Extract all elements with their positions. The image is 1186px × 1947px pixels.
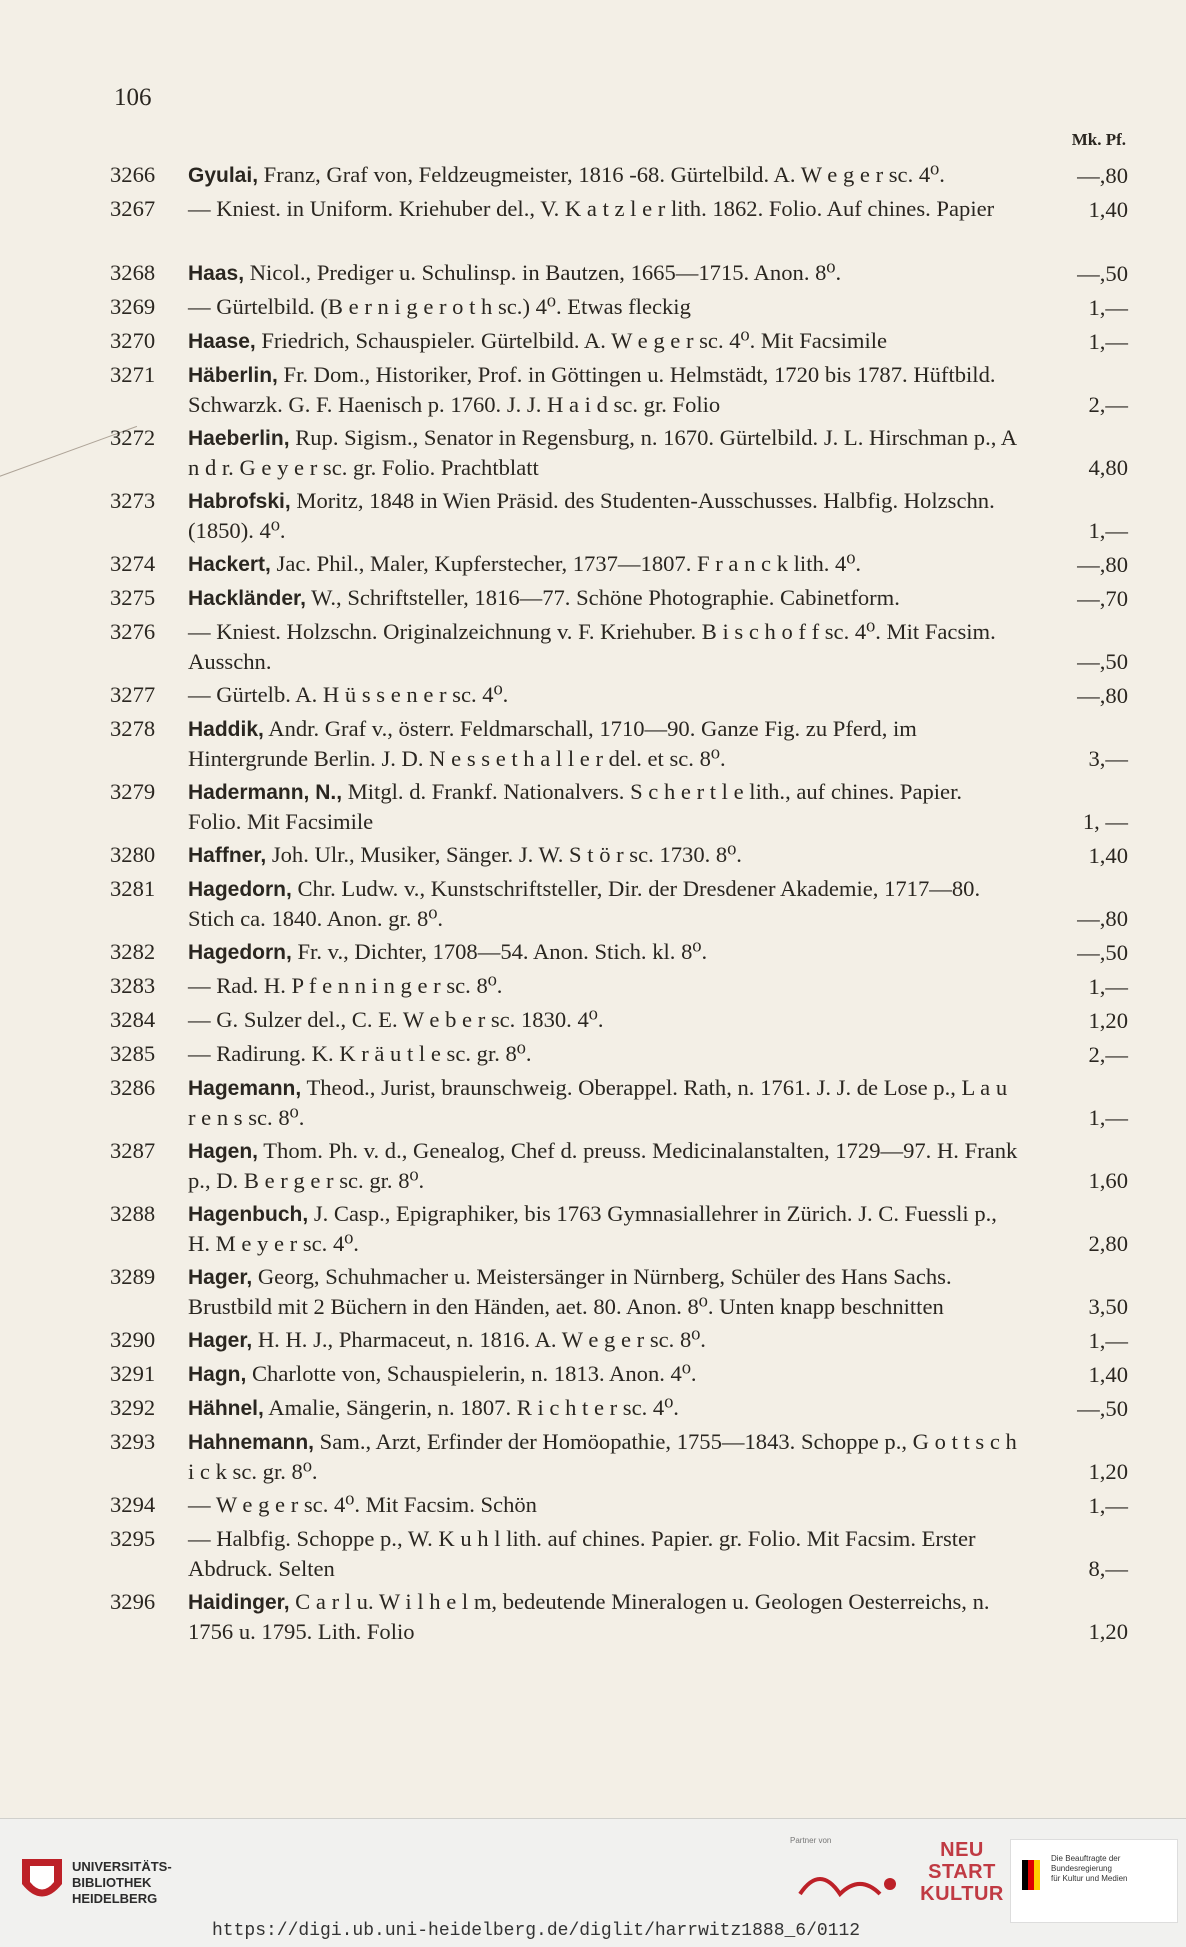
catalog-entry [110, 549, 1128, 579]
entry-number: 3282 [110, 939, 156, 964]
entry-text: — Gürtelbild. (B e r n i g e r o t h sc.) 4⁰. Etwas fleckig [188, 294, 691, 319]
entry-description [188, 1427, 1018, 1486]
entry-price: —,80 [1077, 906, 1128, 931]
source-url: https://digi.ub.uni-heidelberg.de/diglit/harrwitz1888_6/0112 [212, 1921, 861, 1941]
entry-name: Haddik, [188, 718, 264, 741]
entry-price: 8,— [1088, 1556, 1128, 1581]
entry-text: — Kniest. Holzschn. Originalzeichnung v. F. Kriehuber. B i s c h o f f sc. 4⁰. Mit Facsim. Ausschn. [188, 619, 996, 674]
catalog-entry [110, 486, 1128, 545]
entry-number: 3285 [110, 1041, 156, 1066]
entry-text: H. H. J., Pharmaceut, n. 1816. A. W e g e r sc. 8⁰. [252, 1327, 706, 1352]
catalog-entry [110, 1199, 1128, 1258]
entry-text: Nicol., Prediger u. Schulinsp. in Bautzen, 1665—1715. Anon. 8⁰. [244, 260, 842, 285]
entry-number: 3267 [110, 196, 156, 221]
entry-text: Franz, Graf von, Feldzeugmeister, 1816 -68. Gürtelbild. A. W e g e r sc. 4⁰. [258, 162, 945, 187]
entry-description [188, 1524, 1018, 1583]
entry-price: 2,— [1088, 392, 1128, 417]
entry-text: — W e g e r sc. 4⁰. Mit Facsim. Schön [188, 1492, 537, 1517]
entry-number: 3268 [110, 260, 156, 285]
entry-number: 3272 [110, 425, 156, 450]
catalog-entry [110, 1524, 1128, 1583]
entry-number: 3273 [110, 488, 156, 513]
entry-price: 1, — [1082, 809, 1128, 834]
entry-description [188, 583, 1018, 613]
entry-price: 1,40 [1088, 843, 1128, 868]
catalog-entry [110, 1427, 1128, 1486]
catalog-entry [110, 326, 1128, 356]
catalog-entry [110, 360, 1128, 419]
entry-number: 3275 [110, 585, 156, 610]
entry-name: Hager, [188, 1266, 253, 1289]
entry-number: 3276 [110, 619, 156, 644]
catalog-entry [110, 1262, 1128, 1321]
catalog-entry [110, 1393, 1128, 1423]
entry-description [188, 777, 1018, 836]
entry-text: Rup. Sigism., Senator in Regensburg, n. 1670. Gürtelbild. J. L. Hirschman p., A n d r. G e y e r sc. gr. Folio. Prachtblatt [188, 425, 1016, 480]
entry-number: 3286 [110, 1075, 156, 1100]
catalog-entry [110, 840, 1128, 870]
entry-name: Haeberlin, [188, 427, 290, 450]
neustart-kultur-logo: NEU START KULTUR [920, 1839, 1004, 1905]
partner-logo-icon [790, 1854, 910, 1924]
entry-text: Jac. Phil., Maler, Kupferstecher, 1737—1807. F r a n c k lith. 4⁰. [270, 551, 862, 576]
entry-text: Andr. Graf v., österr. Feldmarschall, 1710—90. Ganze Fig. zu Pferd, im Hintergrunde Berlin. J. D. N e s s e t h a l l e r del. et sc. 8⁰. [188, 716, 917, 771]
entry-name: Haas, [188, 262, 245, 285]
entry-price: 1,— [1088, 1493, 1128, 1518]
entry-text: — Rad. H. P f e n n i n g e r sc. 8⁰. [188, 973, 503, 998]
entry-price: —,80 [1077, 163, 1128, 188]
entry-description [188, 423, 1018, 482]
entry-text: Amalie, Sängerin, n. 1807. R i c h t e r sc. 4⁰. [263, 1395, 679, 1420]
federal-eagle-icon [1017, 1850, 1047, 1910]
entry-text: — Radirung. K. K r ä u t l e sc. gr. 8⁰. [188, 1041, 532, 1066]
entry-price: 1,— [1088, 1105, 1128, 1130]
entry-description [188, 326, 1018, 356]
entry-name: Hadermann, N., [188, 781, 343, 804]
entry-text: Friedrich, Schauspieler. Gürtelbild. A. W e g e r sc. 4⁰. Mit Facsimile [255, 328, 888, 353]
entry-price: —,70 [1077, 586, 1128, 611]
entry-text: Georg, Schuhmacher u. Meistersänger in Nürnberg, Schüler des Hans Sachs. Brustbild mit 2 Büchern in den Händen, aet. 80. Anon. 8⁰. Unten knapp beschnitten [188, 1264, 952, 1319]
entry-description [188, 1039, 1018, 1069]
entry-number: 3270 [110, 328, 156, 353]
entry-text: Theod., Jurist, braunschweig. Oberappel. Rath, n. 1761. J. J. de Lose p., L a u r e n s sc. 8⁰. [188, 1075, 1008, 1130]
entry-name: Hager, [188, 1329, 253, 1352]
entry-name: Hahnemann, [188, 1431, 315, 1454]
entry-description [188, 971, 1018, 1001]
entry-price: 3,50 [1088, 1294, 1128, 1319]
entry-number: 3288 [110, 1201, 156, 1226]
catalog-entry [110, 680, 1128, 710]
entry-price: —,50 [1077, 649, 1128, 674]
entry-price: 1,— [1088, 518, 1128, 543]
catalog-entry [110, 1490, 1128, 1520]
entry-number: 3274 [110, 551, 156, 576]
entry-price: 1,— [1088, 1328, 1128, 1353]
entry-name: Haidinger, [188, 1591, 290, 1614]
entry-name: Haase, [188, 330, 256, 353]
entry-price: 1,— [1088, 295, 1128, 320]
entry-number: 3287 [110, 1138, 156, 1163]
catalog-entry [110, 937, 1128, 967]
entry-name: Hagemann, [188, 1077, 302, 1100]
entry-description [188, 194, 1018, 224]
page-number: 106 [114, 84, 152, 111]
entry-number: 3279 [110, 779, 156, 804]
catalog-entry [110, 292, 1128, 322]
catalog-entry [110, 617, 1128, 676]
entry-text: Sam., Arzt, Erfinder der Homöopathie, 1755—1843. Schoppe p., G o t t s c h i c k sc. gr. 8⁰. [188, 1429, 1017, 1484]
entry-text: C a r l u. W i l h e l m, bedeutende Mineralogen u. Geologen Oesterreichs, n. 1756 u. 1795. Lith. Folio [188, 1589, 990, 1644]
entry-description [188, 874, 1018, 933]
entry-text: J. Casp., Epigraphiker, bis 1763 Gymnasiallehrer in Zürich. J. C. Fuessli p., H. M e y e r sc. 4⁰. [188, 1201, 997, 1256]
entry-description [188, 549, 1018, 579]
entry-number: 3289 [110, 1264, 156, 1289]
entry-name: Hagn, [188, 1363, 247, 1386]
entry-description [188, 1359, 1018, 1389]
catalog-entry [110, 1136, 1128, 1195]
entry-name: Häberlin, [188, 364, 278, 387]
entry-name: Hähnel, [188, 1397, 264, 1420]
entry-text: Joh. Ulr., Musiker, Sänger. J. W. S t ö r sc. 1730. 8⁰. [266, 842, 742, 867]
entry-description [188, 840, 1018, 870]
entry-number: 3277 [110, 682, 156, 707]
entry-name: Gyulai, [188, 164, 259, 187]
footer-bar [0, 1818, 1186, 1947]
entry-number: 3271 [110, 362, 156, 387]
catalog-entry [110, 1587, 1128, 1646]
entry-price: 1,40 [1088, 197, 1128, 222]
entry-description [188, 1262, 1018, 1321]
entry-description [188, 1490, 1018, 1520]
entry-number: 3278 [110, 716, 156, 741]
entry-description [188, 258, 1018, 288]
entry-description [188, 714, 1018, 773]
entry-description [188, 360, 1018, 419]
entry-price: 4,80 [1088, 455, 1128, 480]
entry-price: —,50 [1077, 1396, 1128, 1421]
entry-text: Mitgl. d. Frankf. Nationalvers. S c h e r t l e lith., auf chines. Papier. Folio. Mit Facsimile [188, 779, 962, 834]
catalog-entry [110, 583, 1128, 613]
entry-description [188, 1325, 1018, 1355]
entry-text: Chr. Ludw. v., Kunstschriftsteller, Dir. der Dresdener Akademie, 1717—80. Stich ca. 1840. Anon. gr. 8⁰. [188, 876, 981, 931]
entry-name: Haffner, [188, 844, 267, 867]
entry-number: 3283 [110, 973, 156, 998]
entry-number: 3281 [110, 876, 156, 901]
entry-number: 3292 [110, 1395, 156, 1420]
entry-price: 1,20 [1088, 1459, 1128, 1484]
entry-price: —,80 [1077, 683, 1128, 708]
entry-description [188, 1587, 1018, 1646]
entry-description [188, 1199, 1018, 1258]
entry-text: Moritz, 1848 in Wien Präsid. des Studenten-Ausschusses. Halbfig. Holzschn. (1850). 4⁰. [188, 488, 995, 543]
entry-name: Hagedorn, [188, 878, 292, 901]
entry-price: 1,— [1088, 329, 1128, 354]
catalog-entry [110, 1359, 1128, 1389]
entry-number: 3293 [110, 1429, 156, 1454]
entry-text: Fr. v., Dichter, 1708—54. Anon. Stich. kl. 8⁰. [291, 939, 708, 964]
entry-text: — Kniest. in Uniform. Kriehuber del., V. K a t z l e r lith. 1862. Folio. Auf chines. Papier [188, 196, 995, 221]
catalog-entry [110, 714, 1128, 773]
entry-price: 1,20 [1088, 1008, 1128, 1033]
entry-description [188, 680, 1018, 710]
entry-description [188, 1073, 1018, 1132]
catalog-entry [110, 160, 1128, 190]
catalog-entry [110, 423, 1128, 482]
catalog-entry [110, 777, 1128, 836]
entry-description [188, 292, 1018, 322]
entry-price: 1,60 [1088, 1168, 1128, 1193]
entry-price: 1,— [1088, 974, 1128, 999]
entry-name: Hagedorn, [188, 941, 292, 964]
entry-text: Fr. Dom., Historiker, Prof. in Göttingen u. Helmstädt, 1720 bis 1787. Hüftbild. Schwarzk. G. F. Haenisch p. 1760. J. J. H a i d sc. gr. Folio [188, 362, 996, 417]
entry-description [188, 486, 1018, 545]
entry-name: Hagen, [188, 1140, 259, 1163]
entry-text: W., Schriftsteller, 1816—77. Schöne Photographie. Cabinetform. [305, 585, 900, 610]
entry-number: 3266 [110, 162, 156, 187]
catalog-entry [110, 1325, 1128, 1355]
entry-name: Hackländer, [188, 587, 306, 610]
catalog-entry [110, 194, 1128, 224]
entry-price: 2,— [1088, 1042, 1128, 1067]
entry-number: 3290 [110, 1327, 156, 1352]
entry-description [188, 160, 1018, 190]
entry-price: 2,80 [1088, 1231, 1128, 1256]
catalog-entry [110, 1005, 1128, 1035]
catalog-entry [110, 1039, 1128, 1069]
entry-price: —,80 [1077, 552, 1128, 577]
entry-text: Charlotte von, Schauspielerin, n. 1813. Anon. 4⁰. [246, 1361, 697, 1386]
entry-text: Thom. Ph. v. d., Genealog, Chef d. preuss. Medicinalanstalten, 1729—97. H. Frank p., D. B e r g e r sc. gr. 8⁰. [188, 1138, 1018, 1193]
catalog-entry [110, 1073, 1128, 1132]
entry-description [188, 1136, 1018, 1195]
entry-description [188, 937, 1018, 967]
federal-government-logo [1010, 1839, 1178, 1923]
entry-number: 3295 [110, 1526, 156, 1551]
entry-name: Hackert, [188, 553, 271, 576]
entry-name: Hagenbuch, [188, 1203, 309, 1226]
entry-description [188, 1393, 1018, 1423]
entry-text: — Halbfig. Schoppe p., W. K u h l lith. auf chines. Papier. gr. Folio. Mit Facsim. Erster Abdruck. Selten [188, 1526, 976, 1581]
entry-price: 3,— [1088, 746, 1128, 771]
entry-price: 1,40 [1088, 1362, 1128, 1387]
entry-number: 3280 [110, 842, 156, 867]
entries-list [110, 160, 1128, 1650]
partner-label: Partner von [790, 1836, 832, 1845]
catalog-entry [110, 971, 1128, 1001]
entry-number: 3296 [110, 1589, 156, 1614]
catalog-entry [110, 874, 1128, 933]
entry-description [188, 617, 1018, 676]
entry-price: 1,20 [1088, 1619, 1128, 1644]
catalog-entry [110, 258, 1128, 288]
entry-description [188, 1005, 1018, 1035]
entry-number: 3269 [110, 294, 156, 319]
entry-price: —,50 [1077, 261, 1128, 286]
entry-name: Habrofski, [188, 490, 291, 513]
entry-text: — G. Sulzer del., C. E. W e b e r sc. 1830. 4⁰. [188, 1007, 604, 1032]
entry-number: 3284 [110, 1007, 156, 1032]
university-name: UNIVERSITÄTS- BIBLIOTHEK HEIDELBERG [72, 1859, 172, 1906]
currency-header: Mk. Pf. [1071, 130, 1126, 149]
entry-number: 3294 [110, 1492, 156, 1517]
entry-price: —,50 [1077, 940, 1128, 965]
entry-number: 3291 [110, 1361, 156, 1386]
federal-government-text: Die Beauftragte der Bundesregierung für Kultur und Medien [1051, 1854, 1128, 1883]
entry-text: — Gürtelb. A. H ü s s e n e r sc. 4⁰. [188, 682, 509, 707]
